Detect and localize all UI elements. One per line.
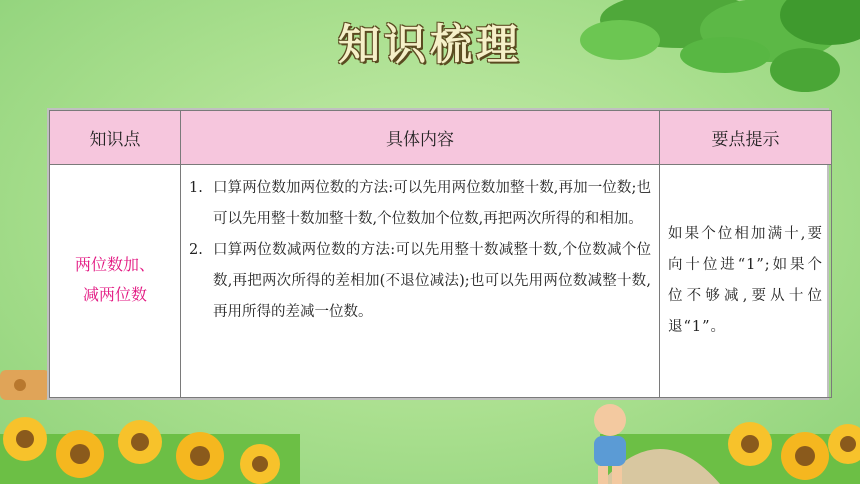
child-figure-decoration [570,400,650,484]
header-knowledge-point: 知识点 [50,111,181,165]
header-key-tips: 要点提示 [660,111,832,165]
page-title: 知识梳理 [337,20,522,69]
header-content: 具体内容 [181,111,660,165]
topic-cell [50,165,181,398]
knowledge-table [47,108,829,400]
item-text: 口算两位数减两位数的方法:可以先用整十数减整十数,个位数减个位数,再把两次所得的差相加(不退位减法);也可以先用两位数减整十数,再用所得的差减一位数。 [213,242,651,320]
item-text: 口算两位数加两位数的方法:可以先用两位数加整十数,再加一位数;也可以先用整十数加整十数,个位数加个位数,再把两次所得的和相加。 [213,180,651,227]
table-header-row [50,111,832,165]
item-number: 1. [189,180,203,196]
list-item [187,173,651,235]
item-number: 2. [189,242,203,258]
table-row [50,165,832,398]
sunflowers-left-decoration [0,394,300,484]
tip-cell: 如果个位相加满十,要向十位进“1”;如果个位不够减,要从十位退“1”。 [660,165,832,398]
topic-line-2: 减两位数 [82,287,147,304]
topic-line-1: 两位数加、 [74,257,155,274]
list-item [187,235,651,328]
content-cell [181,165,660,398]
